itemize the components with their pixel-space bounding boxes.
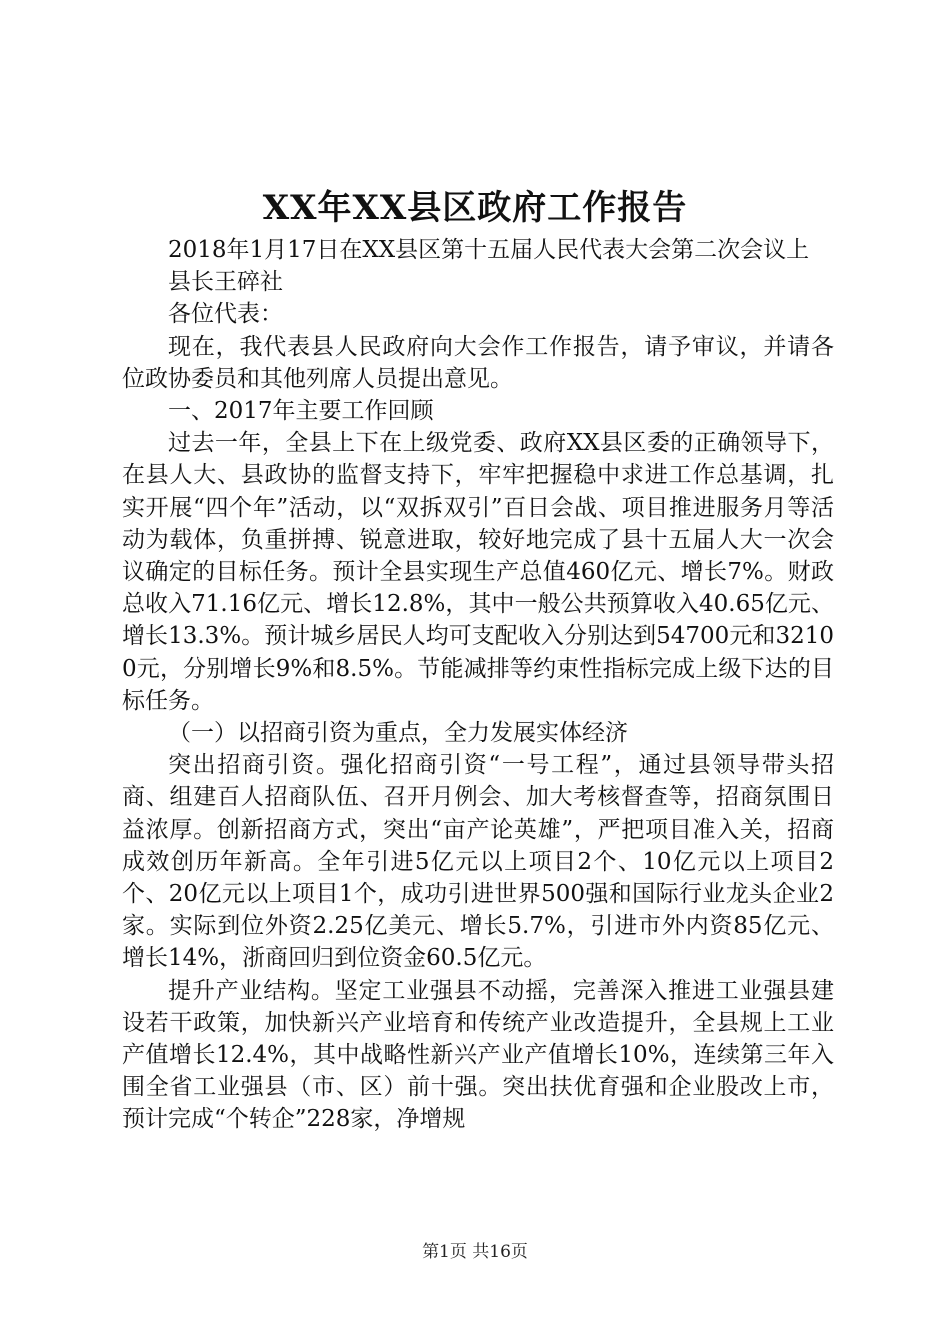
subsection-heading: （一）以招商引资为重点，全力发展实体经济 [168,720,628,747]
page-indicator: 第1页 共16页 [422,1242,528,1262]
review-paragraph: 过去一年，全县上下在上级党委、政府XX县区委的正确领导下，在县人大、县政协的监督支持下，牢牢把握稳中求进工作总基调，扎实开展“四个年”活动，以“双拆双引”百日会战、项目推进服务月等活动为载体，负重拼搏、锐意进取，较好地完成了县十五届人大一次会议确定的目标任务。预计全县实现生产总值460亿元、增长7%。财政总收入71.16亿元、增长12.8%，其中一般公共预算收入40.65亿元、增长13.3%。预计城乡居民人均可支配收入分别达到54700元和32100元，分别增长9%和8.5%。节能减排等约束性指标完成上级下达的目标任务。 [122,430,834,714]
salutation: 各位代表： [168,301,283,328]
intro-paragraph: 现在，我代表县人民政府向大会作工作报告，请予审议，并请各位政协委员和其他列席人员提出意见。 [122,333,834,392]
document-body [122,234,834,1136]
industry-paragraph: 提升产业结构。坚定工业强县不动摇，完善深入推进工业强县建设若干政策，加快新兴产业培育和传统产业改造提升，全县规上工业产值增长12.4%，其中战略性新兴产业产值增长10%，连续第三年入围全省工业强县（市、区）前十强。突出扶优育强和企业股改上市，预计完成“个转企”228家，净增规 [122,977,834,1133]
document-title: XX年XX县区政府工作报告 [262,188,688,228]
section-heading: 一、2017年主要工作回顾 [168,398,434,425]
speaker-line: 县长王碎社 [168,269,283,296]
meeting-line: 2018年1月17日在XX县区第十五届人民代表大会第二次会议上 [168,237,810,263]
investment-paragraph: 突出招商引资。强化招商引资“一号工程”，通过县领导带头招商、组建百人招商队伍、召开月例会、加大考核督查等，招商氛围日益浓厚。创新招商方式，突出“亩产论英雄”，严把项目准入关，招商成效创历年新高。全年引进5亿元以上项目2个、10亿元以上项目2个、20亿元以上项目1个，成功引进世界500强和国际行业龙头企业2家。实际到位外资2.25亿美元、增长5.7%，引进市外内资85亿元、增长14%，浙商回归到位资金60.5亿元。 [122,752,834,972]
